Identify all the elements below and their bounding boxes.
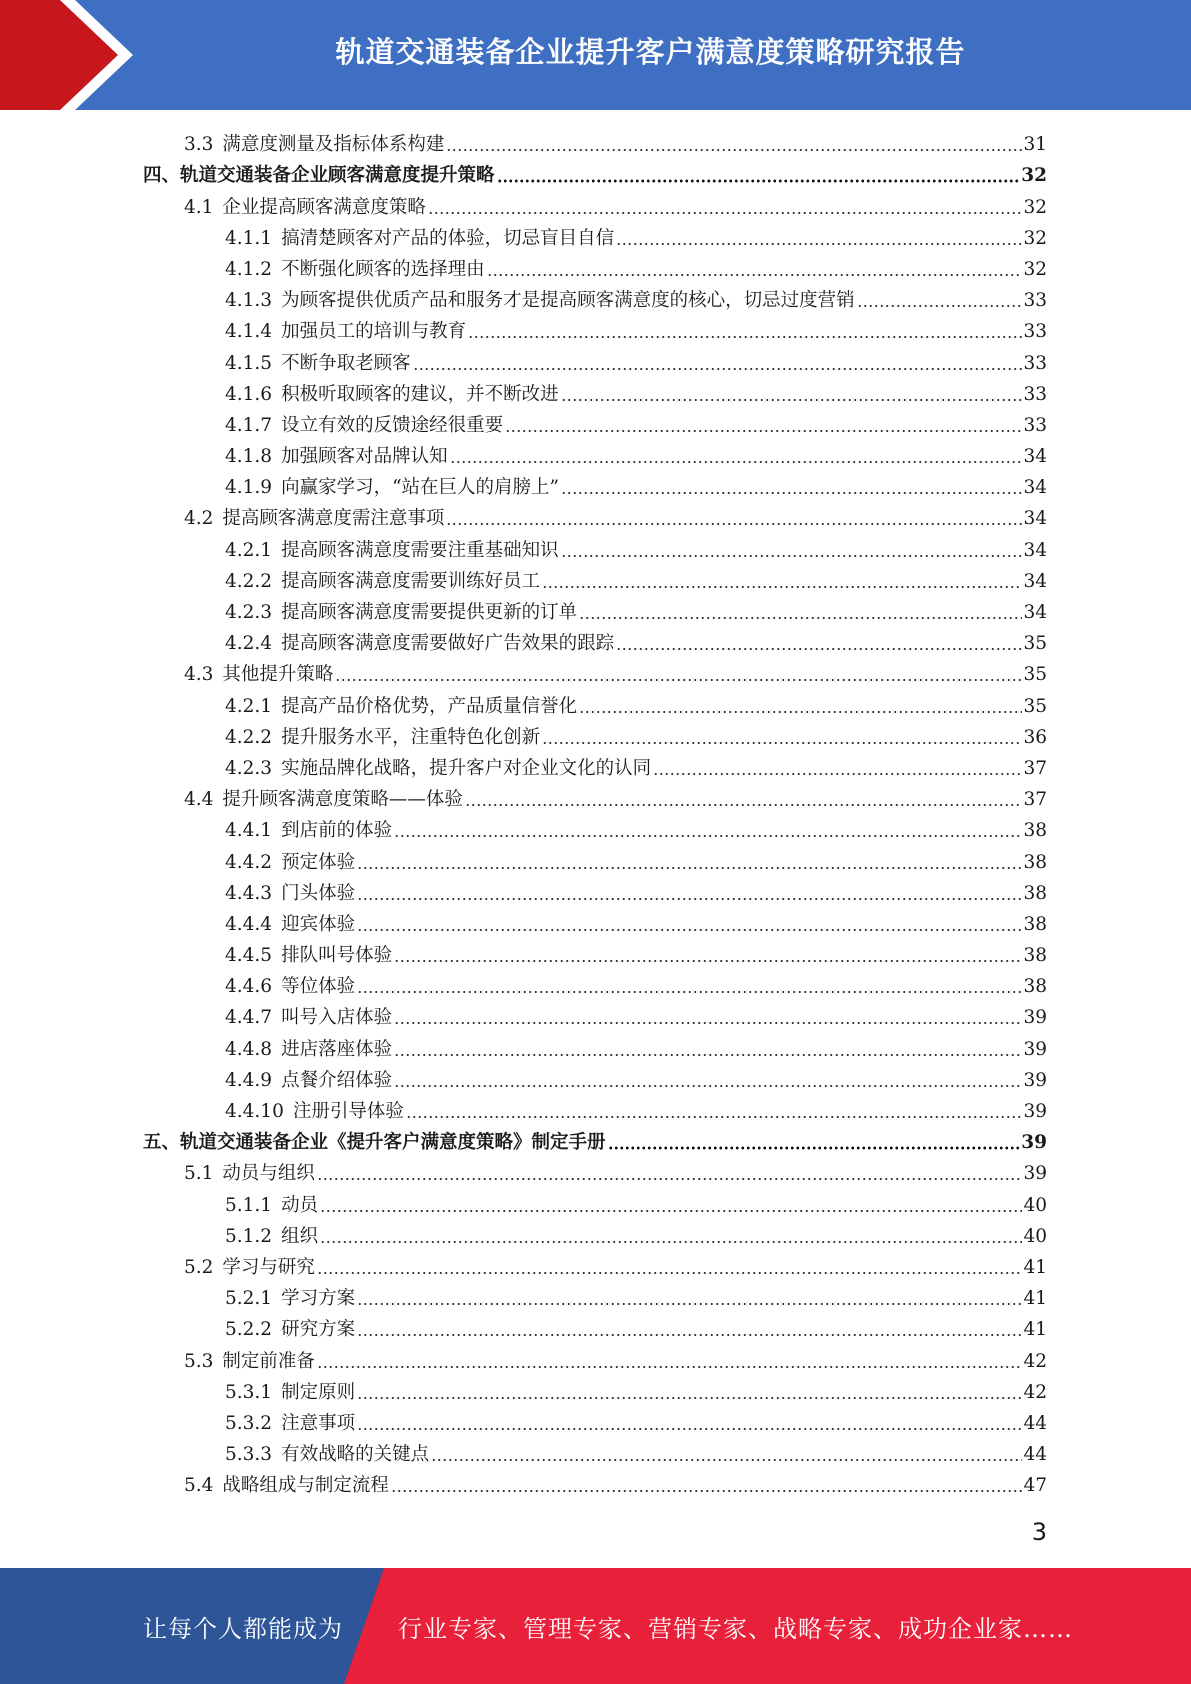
toc-entry-number: 4.1.6 [225, 383, 273, 405]
toc-entry-title: 点餐介绍体验 [281, 1069, 393, 1091]
toc-dot-leader [357, 1302, 1022, 1306]
footer-slogan-right: 行业专家、管理专家、营销专家、战略专家、成功企业家…… [398, 1614, 1073, 1643]
toc-entry-number: 5.1.1 [225, 1194, 273, 1216]
toc-dot-leader [357, 897, 1022, 901]
toc-entry-page: 32 [1023, 227, 1047, 249]
toc-entry-title: 迎宾体验 [281, 913, 356, 935]
toc-entry-number: 4.1.7 [225, 414, 273, 436]
toc-entry[interactable] [0, 783, 1191, 814]
toc-entry[interactable] [0, 1438, 1191, 1469]
toc-entry-title: 预定体验 [281, 851, 356, 873]
toc-entry-number: 4.3 [184, 664, 214, 686]
toc-entry-title: 向赢家学习，“站在巨人的肩膀上” [281, 477, 559, 499]
toc-entry[interactable] [0, 845, 1191, 876]
toc-entry-page: 33 [1023, 321, 1047, 343]
toc-dot-leader [317, 1365, 1023, 1369]
toc-entry-page: 39 [1023, 1069, 1047, 1091]
toc-entry-title: 四、轨道交通装备企业顾客满意度提升策略 [143, 165, 495, 187]
toc-entry-title: 提高产品价格优势，产品质量信誉化 [281, 695, 578, 717]
toc-entry[interactable] [0, 1188, 1191, 1219]
toc-dot-leader [428, 211, 1023, 215]
toc-entry-title: 提升顾客满意度策略——体验 [222, 789, 463, 811]
toc-entry-title: 动员 [281, 1194, 319, 1216]
toc-entry[interactable] [0, 752, 1191, 783]
toc-dot-leader [394, 834, 1022, 838]
page-number: 3 [1031, 1518, 1047, 1546]
toc-entry[interactable] [0, 253, 1191, 284]
toc-entry-page: 31 [1023, 134, 1047, 156]
toc-entry[interactable] [0, 596, 1191, 627]
toc-entry-title: 注意事项 [281, 1412, 356, 1434]
toc-entry[interactable] [0, 222, 1191, 253]
document-title: 轨道交通装备企业提升客户满意度策略研究报告 [335, 34, 966, 69]
toc-entry[interactable] [0, 1064, 1191, 1095]
toc-entry-page: 32 [1023, 196, 1047, 218]
toc-entry-page: 44 [1023, 1412, 1047, 1434]
toc-entry-number: 4.4 [184, 789, 214, 811]
toc-entry[interactable] [0, 814, 1191, 845]
toc-entry-page: 38 [1023, 851, 1047, 873]
toc-entry[interactable] [0, 378, 1191, 409]
toc-entry-number: 4.4.4 [225, 913, 273, 935]
toc-entry-number: 4.1.1 [225, 227, 273, 249]
toc-entry-title: 有效战略的关键点 [281, 1444, 430, 1466]
toc-entry-page: 33 [1023, 383, 1047, 405]
toc-entry-number: 5.2 [184, 1256, 214, 1278]
toc-entry[interactable] [0, 1157, 1191, 1188]
toc-entry-number: 5.1 [184, 1163, 214, 1185]
toc-entry[interactable] [0, 409, 1191, 440]
toc-entry[interactable] [0, 1220, 1191, 1251]
toc-dot-leader [391, 1489, 1023, 1493]
toc-entry-page: 33 [1023, 414, 1047, 436]
toc-entry-title: 等位体验 [281, 976, 356, 998]
toc-entry-number: 4.4.1 [225, 820, 273, 842]
toc-entry-title: 搞清楚顾客对产品的体验，切忌盲目自信 [281, 227, 615, 249]
toc-entry[interactable] [0, 533, 1191, 564]
toc-entry-number: 5.3 [184, 1350, 214, 1372]
toc-entry[interactable] [0, 1032, 1191, 1063]
toc-dot-leader [394, 1053, 1022, 1057]
toc-dot-leader [413, 367, 1023, 371]
toc-dot-leader [561, 554, 1023, 558]
toc-entry-page: 40 [1023, 1225, 1047, 1247]
toc-entry-number: 4.2.3 [225, 757, 273, 779]
toc-dot-leader [579, 616, 1022, 620]
toc-entry-title: 注册引导体验 [292, 1101, 404, 1122]
toc-dot-leader [446, 148, 1022, 152]
toc-entry-number: 4.4.6 [225, 976, 273, 998]
toc-entry-page: 38 [1023, 882, 1047, 904]
header-chevron-logo [0, 0, 160, 110]
toc-entry-title: 提高顾客满意度需要训练好员工 [281, 570, 541, 592]
toc-entry-title: 进店落座体验 [281, 1038, 393, 1060]
toc-dot-leader [497, 179, 1021, 183]
toc-entry[interactable] [0, 159, 1191, 190]
toc-entry-page: 32 [1023, 258, 1047, 280]
toc-entry-page: 32 [1021, 165, 1047, 187]
toc-entry-page: 47 [1023, 1475, 1047, 1497]
toc-entry[interactable] [0, 315, 1191, 346]
toc-entry[interactable] [0, 1407, 1191, 1438]
toc-entry-number: 5.3.2 [225, 1412, 273, 1434]
toc-entry-page: 35 [1023, 664, 1047, 686]
toc-entry-number: 5.1.2 [225, 1225, 273, 1247]
toc-entry-title: 加强员工的培训与教育 [281, 321, 467, 343]
toc-entry-page: 38 [1023, 913, 1047, 935]
toc-entry-page: 33 [1023, 352, 1047, 374]
toc-dot-leader [357, 866, 1022, 870]
toc-entry-page: 34 [1023, 539, 1047, 561]
toc-entry[interactable] [0, 471, 1191, 502]
toc-dot-leader [542, 741, 1022, 745]
toc-dot-leader [357, 1427, 1022, 1431]
toc-dot-leader [357, 928, 1022, 932]
toc-entry-page: 38 [1023, 976, 1047, 998]
toc-entry-title: 提升服务水平，注重特色化创新 [281, 726, 541, 748]
toc-entry-title: 排队叫号体验 [281, 945, 393, 967]
toc-dot-leader [317, 1271, 1023, 1275]
toc-entry[interactable] [0, 627, 1191, 658]
toc-dot-leader [579, 710, 1022, 714]
toc-dot-leader [857, 304, 1023, 308]
toc-entry[interactable] [0, 877, 1191, 908]
toc-entry[interactable] [0, 502, 1191, 533]
toc-entry[interactable] [0, 128, 1191, 159]
toc-entry-title: 门头体验 [281, 882, 356, 904]
toc-dot-leader [465, 803, 1023, 807]
toc-entry-number: 4.1.5 [225, 352, 273, 374]
toc-entry[interactable] [0, 1313, 1191, 1344]
toc-entry-number: 4.2.3 [225, 602, 273, 623]
toc-entry-number: 4.4.7 [225, 1007, 273, 1029]
toc-entry-page: 38 [1023, 945, 1047, 967]
toc-entry[interactable] [0, 908, 1191, 939]
toc-dot-leader [394, 1021, 1022, 1025]
toc-dot-leader [394, 1084, 1022, 1088]
toc-entry[interactable] [0, 1095, 1191, 1126]
toc-dot-leader [505, 429, 1022, 433]
toc-entry-number: 5.2.1 [225, 1288, 273, 1310]
toc-entry[interactable] [0, 346, 1191, 377]
toc-entry-number: 4.4.3 [225, 882, 273, 904]
toc-entry-title: 为顾客提供优质产品和服务才是提高顾客满意度的核心，切忌过度营销 [281, 290, 855, 312]
toc-entry-title: 制定前准备 [222, 1350, 315, 1372]
toc-entry[interactable] [0, 970, 1191, 1001]
toc-dot-leader [542, 585, 1022, 589]
toc-entry-page: 39 [1021, 1132, 1047, 1154]
toc-entry-page: 35 [1023, 633, 1047, 655]
toc-entry-page: 36 [1023, 726, 1047, 748]
table-of-contents [0, 128, 1191, 1500]
toc-entry-title: 到店前的体验 [281, 820, 393, 842]
toc-entry-title: 提高顾客满意度需要注重基础知识 [281, 539, 559, 561]
toc-entry-title: 加强顾客对品牌认知 [281, 446, 448, 468]
toc-entry-title: 制定原则 [281, 1381, 356, 1403]
toc-entry-number: 3.3 [184, 134, 214, 156]
chevron-red-shape [0, 0, 118, 110]
footer-slogan-left: 让每个人都能成为 [143, 1614, 343, 1643]
toc-entry-title: 提高顾客满意度需注意事项 [222, 508, 445, 530]
toc-entry-title: 战略组成与制定流程 [222, 1475, 389, 1497]
toc-entry-page: 42 [1023, 1381, 1047, 1403]
toc-entry-number: 4.1.4 [225, 321, 273, 343]
toc-entry[interactable] [0, 1344, 1191, 1375]
toc-entry-number: 4.2.2 [225, 726, 273, 748]
toc-dot-leader [431, 1458, 1022, 1462]
toc-dot-leader [406, 1115, 1023, 1119]
toc-entry-page: 34 [1023, 602, 1047, 623]
toc-entry-title: 实施品牌化战略，提升客户对企业文化的认同 [281, 757, 652, 779]
toc-entry-number: 5.4 [184, 1475, 214, 1497]
toc-entry-number: 4.2.1 [225, 539, 273, 561]
toc-entry-number: 4.4.2 [225, 851, 273, 873]
toc-entry[interactable] [0, 440, 1191, 471]
toc-entry-title: 研究方案 [281, 1319, 356, 1341]
toc-entry-page: 41 [1023, 1288, 1047, 1310]
toc-entry-number: 4.4.10 [225, 1101, 284, 1122]
toc-dot-leader [357, 1333, 1022, 1337]
toc-entry-page: 34 [1023, 477, 1047, 499]
toc-entry[interactable] [0, 1126, 1191, 1157]
toc-entry-page: 37 [1023, 757, 1047, 779]
toc-entry-title: 不断争取老顾客 [281, 352, 411, 374]
toc-entry-number: 4.1 [184, 196, 214, 218]
toc-entry-number: 4.1.9 [225, 477, 273, 499]
toc-entry-number: 5.2.2 [225, 1319, 273, 1341]
toc-entry-number: 5.3.1 [225, 1381, 273, 1403]
header-banner [0, 0, 1191, 110]
toc-entry[interactable] [0, 1282, 1191, 1313]
toc-dot-leader [616, 647, 1022, 651]
toc-entry[interactable] [0, 284, 1191, 315]
toc-entry-number: 4.4.8 [225, 1038, 273, 1060]
toc-entry-page: 33 [1023, 290, 1047, 312]
toc-dot-leader [320, 1209, 1022, 1213]
toc-entry-title: 叫号入店体验 [281, 1007, 393, 1029]
toc-entry[interactable] [0, 1469, 1191, 1500]
footer-banner [0, 1568, 1191, 1684]
toc-entry-title: 设立有效的反馈途经很重要 [281, 414, 504, 436]
toc-dot-leader [487, 273, 1023, 277]
toc-dot-leader [653, 772, 1022, 776]
toc-entry[interactable] [0, 1251, 1191, 1282]
toc-dot-leader [450, 460, 1023, 464]
toc-entry-page: 34 [1023, 570, 1047, 592]
toc-entry-page: 37 [1023, 789, 1047, 811]
toc-entry-title: 学习与研究 [222, 1256, 315, 1278]
toc-entry-title: 提高顾客满意度需要做好广告效果的跟踪 [281, 633, 615, 655]
toc-entry-page: 38 [1023, 820, 1047, 842]
toc-entry-title: 不断强化顾客的选择理由 [281, 258, 485, 280]
toc-entry-page: 39 [1023, 1101, 1047, 1122]
toc-entry-title: 动员与组织 [222, 1163, 315, 1185]
toc-entry-page: 40 [1023, 1194, 1047, 1216]
toc-entry-page: 35 [1023, 695, 1047, 717]
toc-entry-page: 39 [1023, 1163, 1047, 1185]
toc-entry-title: 组织 [281, 1225, 319, 1247]
toc-entry-number: 4.1.8 [225, 446, 273, 468]
toc-entry-title: 其他提升策略 [222, 664, 334, 686]
toc-dot-leader [616, 242, 1022, 246]
toc-entry-number: 4.2 [184, 508, 214, 530]
toc-entry[interactable] [0, 939, 1191, 970]
toc-entry-number: 4.2.2 [225, 570, 273, 592]
toc-dot-leader [608, 1146, 1021, 1150]
toc-entry-page: 41 [1023, 1319, 1047, 1341]
toc-dot-leader [317, 1177, 1023, 1181]
toc-entry[interactable] [0, 190, 1191, 221]
toc-entry-page: 42 [1023, 1350, 1047, 1372]
toc-entry-number: 4.1.2 [225, 258, 273, 280]
toc-entry-page: 44 [1023, 1444, 1047, 1466]
toc-entry[interactable] [0, 1001, 1191, 1032]
toc-entry-number: 5.3.3 [225, 1444, 273, 1466]
toc-dot-leader [561, 398, 1023, 402]
toc-entry-number: 4.4.5 [225, 945, 273, 967]
toc-entry-number: 4.4.9 [225, 1069, 273, 1091]
toc-entry-number: 4.2.4 [225, 633, 273, 655]
toc-dot-leader [320, 1240, 1022, 1244]
toc-dot-leader [468, 335, 1022, 339]
toc-entry-page: 34 [1023, 446, 1047, 468]
toc-entry-page: 39 [1023, 1007, 1047, 1029]
toc-dot-leader [357, 990, 1022, 994]
toc-dot-leader [446, 522, 1022, 526]
toc-dot-leader [561, 491, 1022, 495]
toc-entry[interactable] [0, 658, 1191, 689]
toc-entry-title: 企业提高顾客满意度策略 [222, 196, 426, 218]
toc-entry-title: 积极听取顾客的建议，并不断改进 [281, 383, 559, 405]
toc-entry-title: 满意度测量及指标体系构建 [222, 134, 445, 156]
toc-dot-leader [335, 678, 1022, 682]
toc-entry[interactable] [0, 721, 1191, 752]
toc-entry-number: 4.1.3 [225, 290, 273, 312]
toc-dot-leader [357, 1396, 1022, 1400]
toc-entry-page: 41 [1023, 1256, 1047, 1278]
toc-dot-leader [394, 959, 1022, 963]
toc-entry-title: 学习方案 [281, 1288, 356, 1310]
toc-entry-number: 4.2.1 [225, 695, 273, 717]
toc-entry-title: 五、轨道交通装备企业《提升客户满意度策略》制定手册 [143, 1132, 606, 1154]
toc-entry[interactable] [0, 565, 1191, 596]
toc-entry[interactable] [0, 1376, 1191, 1407]
toc-entry-page: 34 [1023, 508, 1047, 530]
toc-entry-title: 提高顾客满意度需要提供更新的订单 [281, 602, 578, 623]
toc-entry[interactable] [0, 689, 1191, 720]
toc-entry-page: 39 [1023, 1038, 1047, 1060]
